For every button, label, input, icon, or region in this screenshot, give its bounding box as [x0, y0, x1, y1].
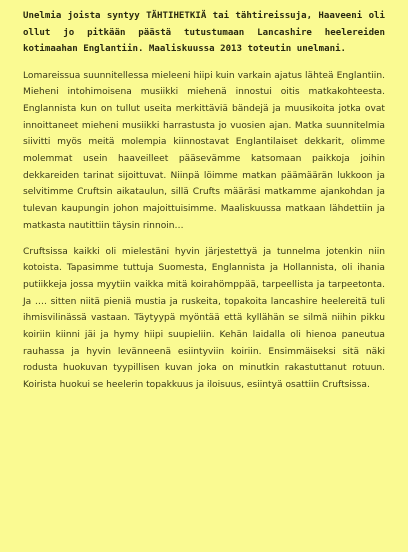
article-intro: Unelmia joista syntyy TÄHTIHETKIÄ tai tähtireissuja, Haaveeni oli ollut jo pitkään päästä tutustumaan Lancashire heelereiden kotimaahan Englantiin. Maaliskuussa 2013 toteutin unelmani. — [23, 11, 385, 54]
article-paragraph-2: Cruftsissa kaikki oli mielestäni hyvin järjestettyä ja tunnelma jotenkin niin kotoista. Tapasimme tuttuja Suomesta, Englannista ja Hollannista, oli ihania putiikkeja jossa myytiin vaikka mitä koirahömppää, tarpeellista ja tarpeetonta. Ja …. sitten niitä pieniä mustia ja ruskeita, topakoita lancashire heelereitä tuli ihmisvilinässä vastaan. Täytyypä myöntää että kyllähän se silmä niihin pikku koiriin kiinni jäi ja hymy hiipi suupieliin. Kehän laidalla oli hienoa paneutua rauhassa ja hyvin levänneenä esiintyviin koiriin. Ensimmäiseksi sitä näki rodusta huokuvan tyypillisen kuvan joka on minutkin rakastuttanut rotuun. Koirista huokui se heelerin topakkuus ja iloisuus, esiintyä osattiin Cruftsissa. — [23, 246, 385, 391]
article-paragraph-1: Lomareissua suunnitellessa mieleeni hiipi kuin varkain ajatus lähteä Englantiin. Mieheni intohimoisena musiikki miehenä innostui oitis matkakohteesta. Englannista kun on tullut useita merkittäviä bändejä ja muusikoita jotka ovat innoittaneet mieheni musiikki harrastusta jo vuosien ajan. Matka suunnitelmia siivitti myös meitä molempia kiinnostavat Englantilaiset dekkarit, olimme molemmat usein haaveilleet pääsevämme katsomaan paikkoja joihin dekkareiden tarinat sijoittuvat. Niinpä löimme matkan päämäärän lukkoon ja selvitimme Cruftsin aikataulun, sillä Crufts määräsi matkamme ajankohdan ja tulevan kaupungin johon majoittuisimme. Maaliskuussa matkaan lähdettiin ja matkasta nautittiin täysin rinnoin… — [23, 70, 385, 231]
